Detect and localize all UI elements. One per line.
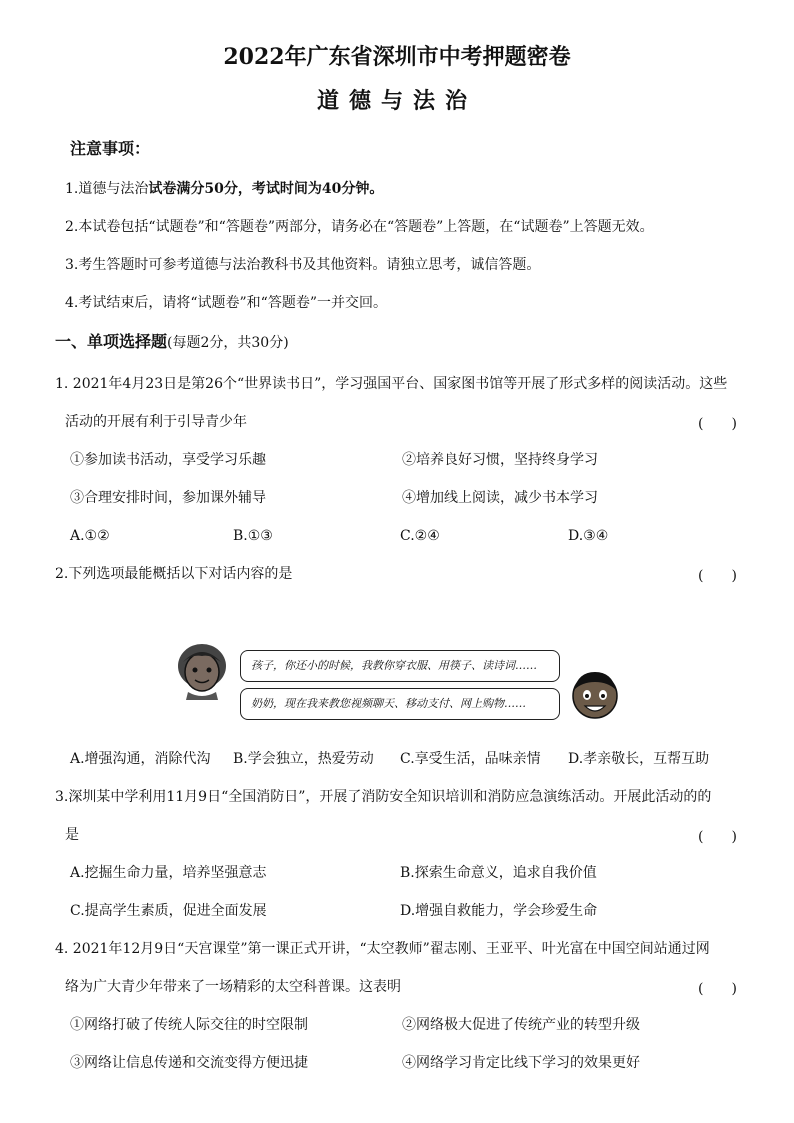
q1-option-a: A.①② <box>70 528 110 544</box>
exam-subject: 道德与法治 <box>316 88 477 114</box>
q1-option-b: B.①③ <box>233 528 273 544</box>
q4-statement-3: ③网络让信息传递和交流变得方便迅捷 <box>70 1055 308 1071</box>
q4-statement-2: ②网络极大促进了传统产业的转型升级 <box>402 1017 640 1033</box>
q3-option-c: C.提高学生素质，促进全面发展 <box>70 903 267 919</box>
q3-stem-line2: 是 <box>65 827 79 843</box>
q2-stem: 2.下列选项最能概括以下对话内容的是 <box>55 566 293 582</box>
notice-item-1 <box>65 180 383 198</box>
q4-answer-paren: ( ) <box>698 981 737 997</box>
notice-item-1-bold: 试卷满分50分，考试时间为40分钟。 <box>148 181 384 197</box>
q1-statement-4: ④增加线上阅读，减少书本学习 <box>402 490 598 506</box>
q3-option-d: D.增强自救能力，学会珍爱生命 <box>400 903 598 919</box>
dialogue-bubble-child: 奶奶，现在我来教您视频聊天、移动支付、网上购物…… <box>240 688 560 720</box>
q2-answer-paren: ( ) <box>698 568 737 584</box>
q1-statement-2: ②培养良好习惯，坚持终身学习 <box>402 452 598 468</box>
q1-stem-line1: 1. 2021年4月23日是第26个“世界读书日”，学习强国平台、国家图书馆等开展了形式多样的阅读活动。这些 <box>55 376 728 392</box>
q3-option-b: B.探索生命意义，追求自我价值 <box>400 865 597 881</box>
notice-item-1-plain: 1.道德与法治 <box>65 181 149 197</box>
q1-stem-line2: 活动的开展有利于引导青少年 <box>65 414 247 430</box>
q2-option-b: B.学会独立，热爱劳动 <box>233 751 374 767</box>
section-title: 一、单项选择题 <box>55 332 168 351</box>
section-note: (每题2分，共30分) <box>167 335 289 351</box>
q4-statement-4: ④网络学习肯定比线下学习的效果更好 <box>402 1055 640 1071</box>
q1-statement-1: ①参加读书活动，享受学习乐趣 <box>70 452 266 468</box>
q2-option-d: D.孝亲敬长，互帮互助 <box>568 751 710 767</box>
grandmother-illustration <box>174 642 230 700</box>
q4-statement-1: ①网络打破了传统人际交往的时空限制 <box>70 1017 308 1033</box>
exam-title: 2022年广东省深圳市中考押题密卷 <box>223 44 571 70</box>
q1-statement-3: ③合理安排时间，参加课外辅导 <box>70 490 266 506</box>
notice-item-3: 3.考生答题时可参考道德与法治教科书及其他资料。请独立思考，诚信答题。 <box>65 257 541 273</box>
section-heading <box>55 333 289 352</box>
notice-item-4: 4.考试结束后，请将“试题卷”和“答题卷”一并交回。 <box>65 295 387 311</box>
q4-stem-line1: 4. 2021年12月9日“天宫课堂”第一课正式开讲，“太空教师”翟志刚、王亚平、叶光富在中国空间站通过网 <box>55 941 710 957</box>
q4-stem-line2: 络为广大青少年带来了一场精彩的太空科普课。这表明 <box>65 979 401 995</box>
q2-option-a: A.增强沟通，消除代沟 <box>70 751 211 767</box>
q1-option-c: C.②④ <box>400 528 440 544</box>
q1-option-d: D.③④ <box>568 528 609 544</box>
q1-answer-paren: ( ) <box>698 416 737 432</box>
q2-option-c: C.享受生活，品味亲情 <box>400 751 541 767</box>
q3-answer-paren: ( ) <box>698 829 737 845</box>
notice-heading: 注意事项： <box>70 139 151 158</box>
notice-item-2: 2.本试卷包括“试题卷”和“答题卷”两部分，请务必在“答题卷”上答题，在“试题卷”上答题无效。 <box>65 219 654 235</box>
q3-stem-line1: 3.深圳某中学利用11月9日“全国消防日”，开展了消防安全知识培训和消防应急演练活动。开展此活动的的 <box>55 789 712 805</box>
q3-option-a: A.挖掘生命力量，培养坚强意志 <box>70 865 267 881</box>
child-illustration <box>568 668 622 726</box>
dialogue-bubble-grandmother: 孩子，你还小的时候，我教你穿衣服、用筷子、读诗词…… <box>240 650 560 682</box>
